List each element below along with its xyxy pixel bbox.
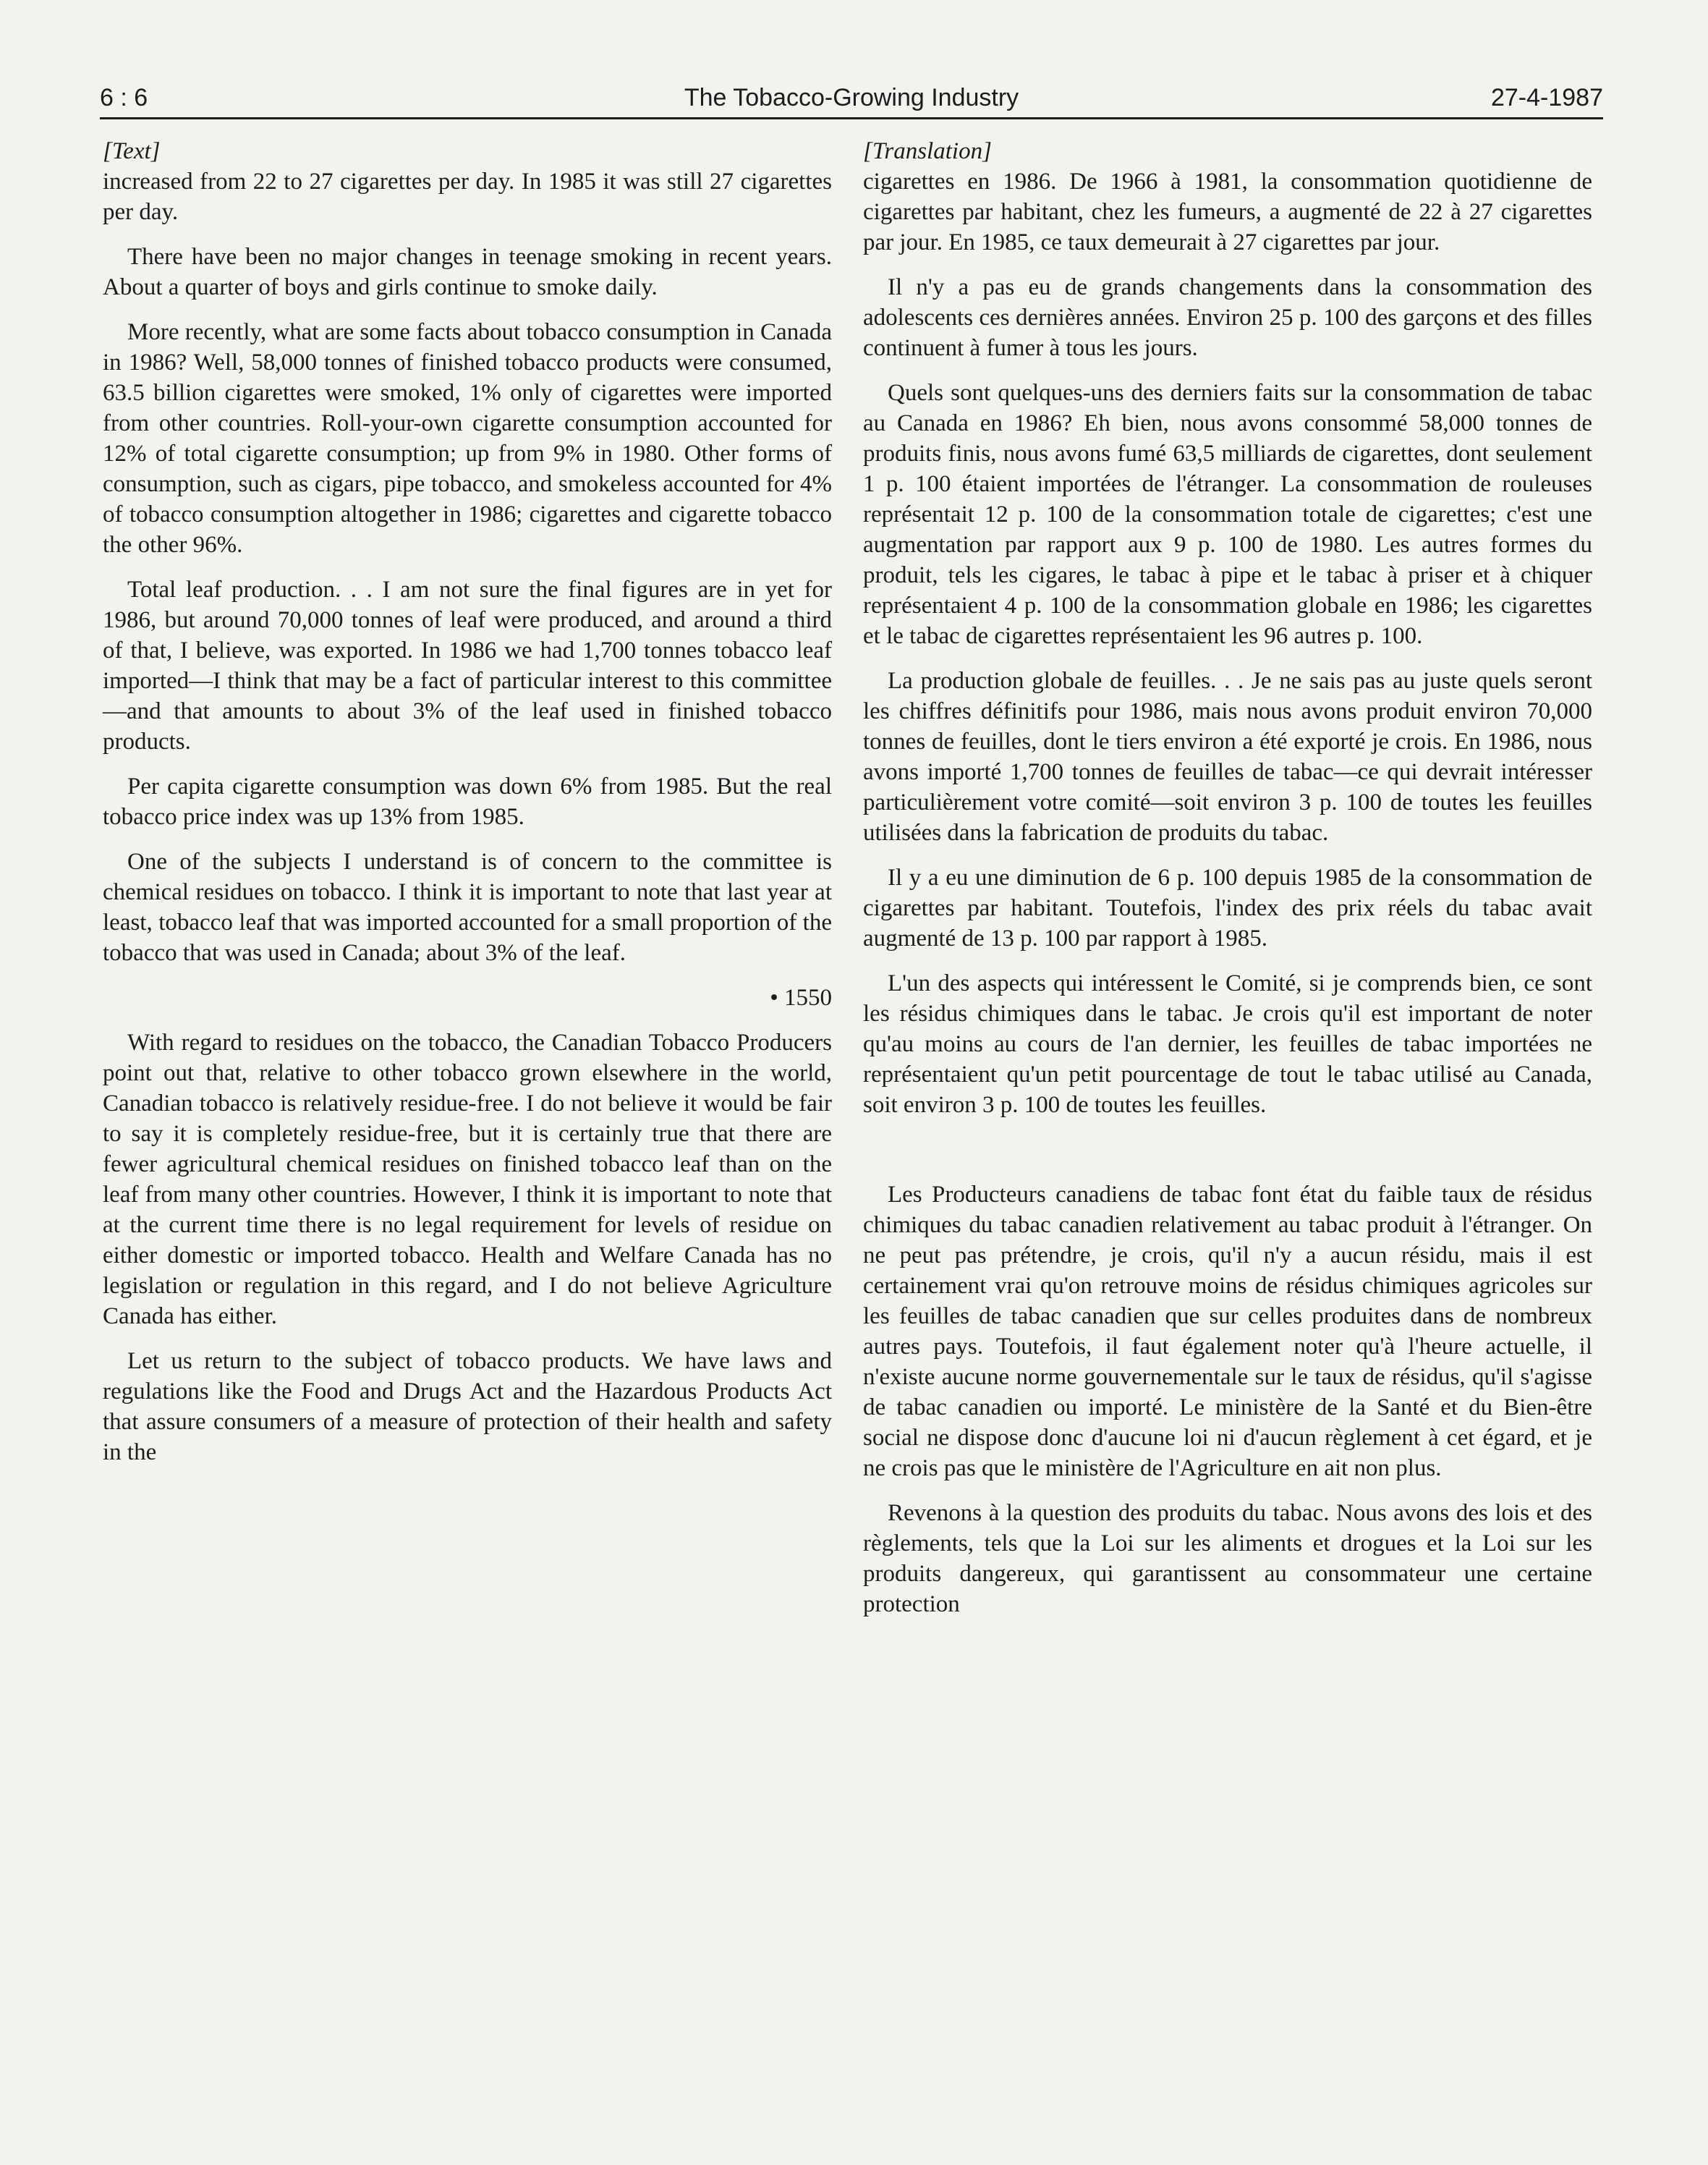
translation-column-label: [Translation]	[863, 138, 992, 164]
text-column-label: [Text]	[103, 138, 161, 164]
paragraph: Quels sont quelques-uns des derniers faits sur la consommation de tabac au Canada en 1986? Eh bien, nous avons consommé 58,000 tonnes de produits finis, nous avons fumé 63,5 milliards de cigarettes, dont seulement 1 p. 100 étaient importées de l'étranger. La consommation de rouleuses représentait 12 p. 100 de la consommation totale de cigarettes; c'est une augmentation par rapport aux 9 p. 100 de 1980. Les autres formes du produit, tels les cigares, le tabac à pipe et le tabac à priser et à chiquer représentaient 4 p. 100 de la consommation globale en 1986; les cigarettes et le tabac de cigarettes représentaient les 96 autres p. 100.	[863, 380, 1592, 649]
paragraph: Il y a eu une diminution de 6 p. 100 depuis 1985 de la consommation de cigarettes par habitant. Toutefois, l'index des prix réels du tabac avait augmenté de 13 p. 100 par rapport à 1985.	[863, 865, 1592, 952]
paragraph: L'un des aspects qui intéressent le Comité, si je comprends bien, ce sont les résidus chimiques dans le tabac. Je crois qu'il est important de noter qu'au moins au cours de l'an dernier, les feuilles de tabac importées ne représentaient qu'un petit pourcentage de tout le tabac utilisé au Canada, soit environ 3 p. 100 de toutes les feuilles.	[863, 970, 1592, 1118]
paragraph: Let us return to the subject of tobacco products. We have laws and regulations like the Food and Drugs Act and the Hazardous Products Act that assure consumers of a measure of protection of their health and safety in the	[103, 1348, 832, 1465]
document-date: 27-4-1987	[1490, 84, 1603, 111]
paragraph: More recently, what are some facts about tobacco consumption in Canada in 1986? Well, 58,000 tonnes of finished tobacco products were consumed, 63.5 billion cigarettes were smoked, 1% only of cigarettes were imported from other countries. Roll-your-own cigarette consumption accounted for 12% of total cigarette consumption; up from 9% in 1980. Other forms of consumption, such as cigars, pipe tobacco, and smokeless accounted for 4% of tobacco consumption altogether in 1986; cigarettes and cigarette tobacco the other 96%.	[103, 319, 832, 558]
paragraph: Il n'y a pas eu de grands changements dans la consommation des adolescents ces dernières années. Environ 25 p. 100 des garçons et des filles continuent à fumer à tous les jours.	[863, 274, 1592, 361]
document-title: The Tobacco-Growing Industry	[684, 84, 1019, 111]
column-spacer	[863, 1135, 1592, 1179]
page-number: 6 : 6	[100, 84, 148, 111]
running-header	[100, 78, 1603, 119]
paragraph: La production globale de feuilles. . . Je ne sais pas au juste quels seront les chiffres définitifs pour 1986, mais nous avons produit environ 70,000 tonnes de feuilles, dont le tiers environ a été exporté je crois. En 1986, nous avons importé 1,700 tonnes de feuilles de tabac—ce qui devrait intéresser particulièrement votre comité—soit environ 3 p. 100 de toutes les feuilles utilisées dans la fabrication de produits du tabac.	[863, 668, 1592, 846]
paragraph: Les Producteurs canadiens de tabac font état du faible taux de résidus chimiques du tabac canadien relativement au tabac produit à l'étranger. On ne peut pas prétendre, je crois, qu'il n'y a aucun résidu, mais il est certainement vrai qu'on retrouve moins de résidus chimiques agricoles sur les feuilles de tabac canadien que sur celles produites dans de nombreux autres pays. Toutefois, il faut également noter qu'à l'heure actuelle, il n'existe aucune norme gouvernementale sur le taux de résidus, qu'il s'agisse de tabac canadien ou importé. Le ministère de la Santé et du Bien-être social ne dispose donc d'aucune loi ni d'aucun règlement à cet égard, et je ne crois pas que le ministère de l'Agriculture en ait non plus.	[863, 1182, 1592, 1481]
english-text-column	[103, 136, 832, 1482]
paragraph: Revenons à la question des produits du tabac. Nous avons des lois et des règlements, tels que la Loi sur les aliments et drogues et la Loi sur les produits dangereux, qui garantissent au consommateur une certaine protection	[863, 1500, 1592, 1617]
paragraph: Total leaf production. . . I am not sure the final figures are in yet for 1986, but around 70,000 tonnes of leaf were produced, and around a third of that, I believe, was exported. In 1986 we had 1,700 tonnes tobacco leaf imported—I think that may be a fact of particular interest to this committee—and that amounts to about 3% of the leaf used in finished tobacco products.	[103, 577, 832, 755]
paragraph: There have been no major changes in teenage smoking in recent years. About a quarter of boys and girls continue to smoke daily.	[103, 244, 832, 300]
paragraph: cigarettes en 1986. De 1966 à 1981, la consommation quotidienne de cigarettes par habitant, chez les fumeurs, a augmenté de 22 à 27 cigarettes par jour. En 1985, ce taux demeurait à 27 cigarettes par jour.	[863, 169, 1592, 255]
paragraph: With regard to residues on the tobacco, the Canadian Tobacco Producers point out that, relative to other tobacco grown elsewhere in the world, Canadian tobacco is relatively residue-free. I do not believe it would be fair to say it is completely residue-free, but it is certainly true that there are fewer agricultural chemical residues on finished tobacco leaf than on the leaf from many other countries. However, I think it is important to note that at the current time there is no legal requirement for levels of residue on either domestic or imported tobacco. Health and Welfare Canada has no legislation or regulation in this regard, and I do not believe Agriculture Canada has either.	[103, 1030, 832, 1329]
paragraph: One of the subjects I understand is of concern to the committee is chemical residues on tobacco. I think it is important to note that last year at least, tobacco leaf that was imported accounted for a small proportion of the tobacco that was used in Canada; about 3% of the leaf.	[103, 849, 832, 966]
french-translation-column	[863, 136, 1592, 1634]
paragraph: Per capita cigarette consumption was down 6% from 1985. But the real tobacco price index was up 13% from 1985.	[103, 774, 832, 830]
paragraph: increased from 22 to 27 cigarettes per day. In 1985 it was still 27 cigarettes per day.	[103, 169, 832, 225]
time-marker: • 1550	[770, 985, 832, 1011]
